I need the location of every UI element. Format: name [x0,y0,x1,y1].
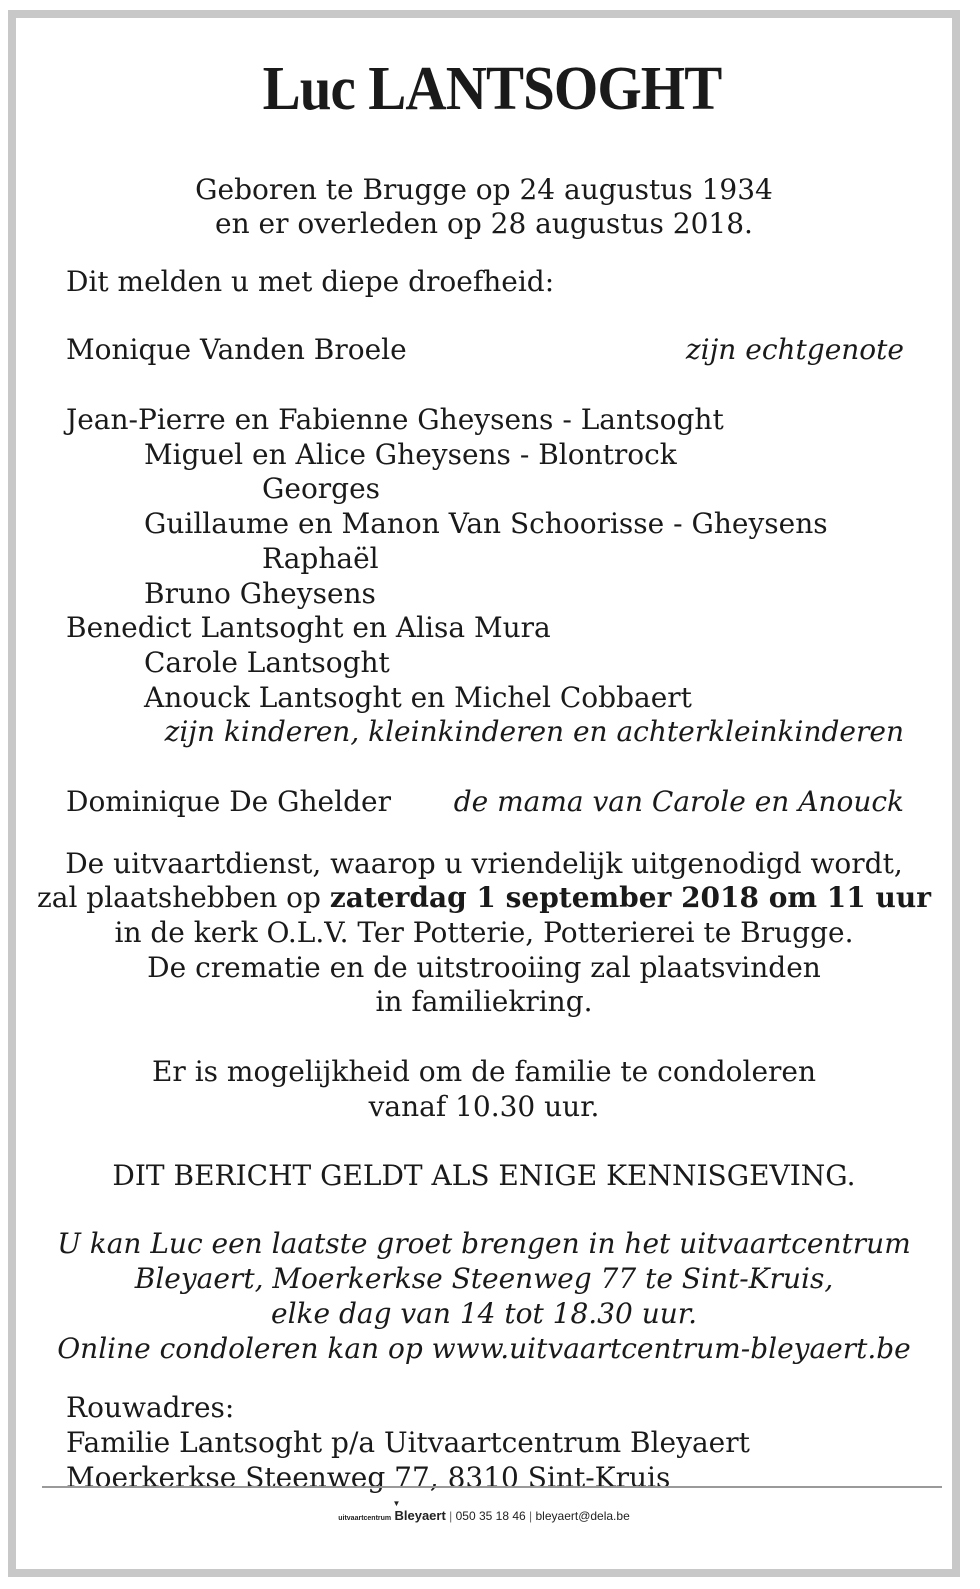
family-member: Benedict Lantsoght en Alisa Mura [66,611,551,644]
visit-line-3: elke dag van 14 tot 18.30 uur. [271,1297,697,1330]
deceased-name: Luc LANTSOGHT [262,55,722,123]
spouse-name: Monique Vanden Broele [66,333,407,366]
service-line-5: in familiekring. [375,985,593,1018]
brand-logo [392,1499,446,1523]
family-member: Georges [262,472,381,505]
family-member: Bruno Gheysens [144,577,376,610]
service-line-3: in de kerk O.L.V. Ter Potterie, Potterierei te Brugge. [114,916,854,949]
service-date: zaterdag 1 september 2018 om 11 uur [329,881,931,914]
footer-separator: | [449,1509,453,1523]
address-label: Rouwadres: [66,1391,235,1424]
birth-line-2: en er overleden op 28 augustus 2018. [215,207,753,240]
visit-line-4: Online condoleren kan op www.uitvaartcentrum-bleyaert.be [57,1332,911,1365]
condolence-line-2: vanaf 10.30 uur. [368,1090,600,1123]
visit-line-2: Bleyaert, Moerkerkse Steenweg 77 te Sint-Kruis, [134,1262,834,1295]
family-relation: zijn kinderen, kleinkinderen en achterkleinkinderen [164,715,904,748]
family-member: Carole Lantsoght [144,646,390,679]
service-line-2-text: zal plaatshebben op [37,881,330,914]
mother-name: Dominique De Ghelder [66,785,391,818]
footer-email: bleyaert@dela.be [535,1509,630,1523]
birth-line-1: Geboren te Brugge op 24 augustus 1934 [195,173,773,206]
brand-name: Bleyaert [394,1508,446,1523]
family-member: Guillaume en Manon Van Schoorisse - Gheysens [144,507,828,540]
footer-divider [42,1486,942,1488]
footer-phone: 050 35 18 46 [455,1509,526,1523]
mother-relation: de mama van Carole en Anouck [453,785,904,818]
triangle-icon: ▼ [392,1499,401,1508]
family-member: Anouck Lantsoght en Michel Cobbaert [144,681,692,714]
service-line-2 [16,881,952,914]
brand-prefix: uitvaartcentrum [338,1515,392,1522]
spouse-relation: zijn echtgenote [685,333,904,366]
visit-line-1: U kan Luc een laatste groet brengen in het uitvaartcentrum [57,1227,911,1260]
condolence-line-1: Er is mogelijkheid om de familie te condoleren [151,1055,817,1088]
service-line-1: De uitvaartdienst, waarop u vriendelijk uitgenodigd wordt, [65,847,903,880]
family-member: Jean-Pierre en Fabienne Gheysens - Lantsoght [66,403,724,436]
footer-separator: | [529,1509,533,1523]
family-member: Miguel en Alice Gheysens - Blontrock [144,438,677,471]
intro-text: Dit melden u met diepe droefheid: [66,265,555,298]
family-member: Raphaël [262,542,379,575]
address-line-1: Familie Lantsoght p/a Uitvaartcentrum Bleyaert [66,1426,750,1459]
notice-text: DIT BERICHT GELDT ALS ENIGE KENNISGEVING. [112,1159,856,1192]
address-line-2: Moerkerkse Steenweg 77, 8310 Sint-Kruis [66,1461,671,1494]
obituary-card [8,10,960,1577]
footer [16,1499,952,1523]
service-line-4: De crematie en de uitstrooiing zal plaatsvinden [147,951,821,984]
